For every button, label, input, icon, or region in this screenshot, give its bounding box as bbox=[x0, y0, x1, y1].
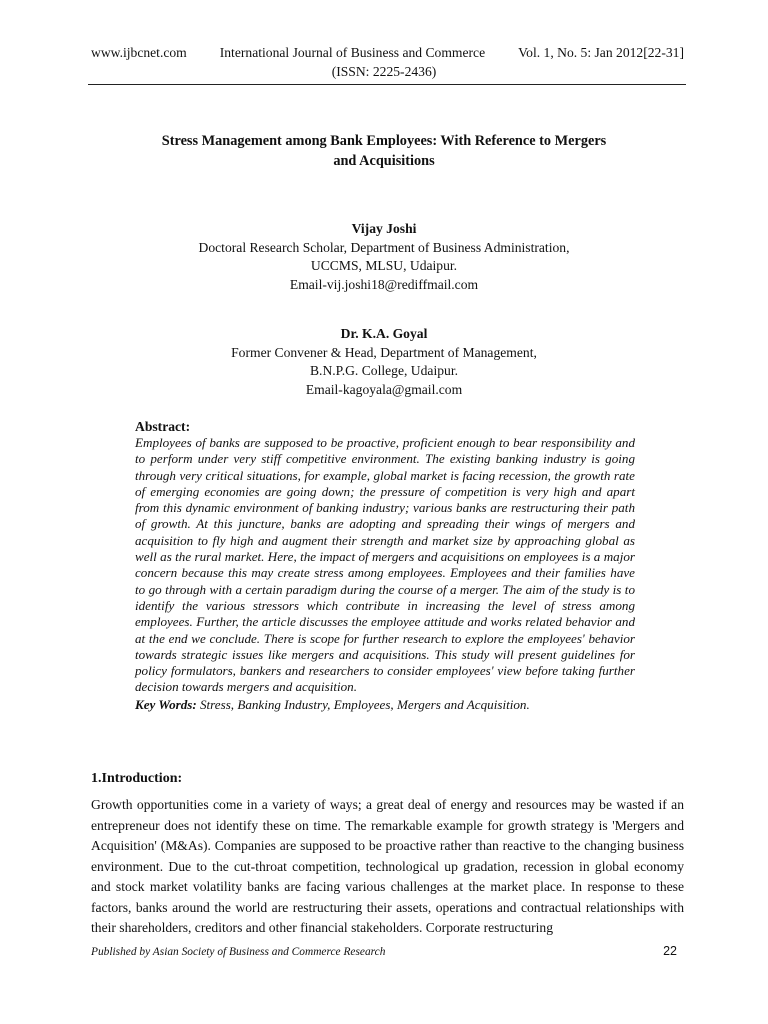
keywords-label: Key Words: bbox=[135, 696, 197, 712]
footer-publisher: Published by Asian Society of Business and Commerce Research bbox=[91, 946, 386, 958]
author-institution: B.N.P.G. College, Udaipur. bbox=[309, 363, 459, 379]
journal-website: www.ijbcnet.com bbox=[91, 45, 187, 60]
author-name: Vijay Joshi bbox=[351, 221, 417, 236]
author-block-1 bbox=[0, 220, 768, 295]
paper-title bbox=[120, 131, 648, 171]
author-email: Email-kagoyala@gmail.com bbox=[305, 382, 463, 398]
abstract-section bbox=[135, 418, 635, 713]
abstract-heading: Abstract: bbox=[135, 419, 191, 434]
keywords-text: Stress, Banking Industry, Employees, Mergers and Acquisition. bbox=[196, 696, 530, 712]
author-affiliation: Former Convener & Head, Department of Management, bbox=[231, 344, 537, 360]
keywords bbox=[135, 697, 635, 713]
section-heading-introduction: 1.Introduction: bbox=[91, 771, 183, 786]
volume-info: Vol. 1, No. 5: Jan 2012[22-31] bbox=[518, 45, 684, 60]
author-block-2 bbox=[0, 325, 768, 400]
title-line-1: Stress Management among Bank Employees: With Reference to Mergers bbox=[161, 133, 607, 149]
title-line-2: and Acquisitions bbox=[333, 153, 435, 169]
introduction-body: Growth opportunities come in a variety of ways; a great deal of energy and resources may be wasted if an entrepreneur does not identify these on time. The remarkable example for growth strategy is 'Mergers and Acquisition' (M&As). Companies are supposed to be proactive rather than reactive to the changing business environment. Due to the cut-throat competition, technological up gradation, recession in global economy and stock market volatility banks are facing various challenges at the market place. In response to these factors, banks around the world are restructuring their assets, operations and contractual relationships with their shareholders, creditors and other financial stakeholders. Corporate restructuring bbox=[91, 797, 684, 935]
journal-name: International Journal of Business and Commerce bbox=[219, 45, 486, 60]
author-name: Dr. K.A. Goyal bbox=[340, 326, 428, 341]
author-institution: UCCMS, MLSU, Udaipur. bbox=[310, 258, 458, 274]
page-number: 22 bbox=[663, 944, 677, 958]
abstract-body: Employees of banks are supposed to be proactive, proficient enough to bear responsibility and to perform under very stiff competitive environment. The existing banking industry is going through very critical situations, for example, global market is facing recession, the growth rate of emerging economies are going down; the pressure of competition is very high and apart from this dynamic environment of banking industry; various banks are restructuring their path of growth. At this juncture, banks are adopting and spreading their wings of mergers and acquisition to fly high and augment their strength and market size by approaching global as well as the rural market. Here, the impact of mergers and acquisitions on employees is a major concern because this may create stress among employees. Employees and their families have to go through with a certain paradigm during the course of a merger. The aim of the study is to identify the various stressors which contribute in increasing the level of stress among employees. Further, the article discusses the employee attitude and works related behavior and at the end we conclude. There is scope for further research to explore the employees' behavior towards strategic issues like mergers and acquisitions. This study will present guidelines for policy formulators, bankers and researchers to consider employees' view before taking further decision towards mergers and acquisition. bbox=[135, 435, 635, 695]
running-header bbox=[91, 45, 684, 61]
header-divider bbox=[88, 84, 686, 85]
author-affiliation: Doctoral Research Scholar, Department of Business Administration, bbox=[198, 239, 570, 255]
author-email: Email-vij.joshi18@rediffmail.com bbox=[289, 277, 479, 293]
issn: (ISSN: 2225-2436) bbox=[331, 64, 437, 79]
